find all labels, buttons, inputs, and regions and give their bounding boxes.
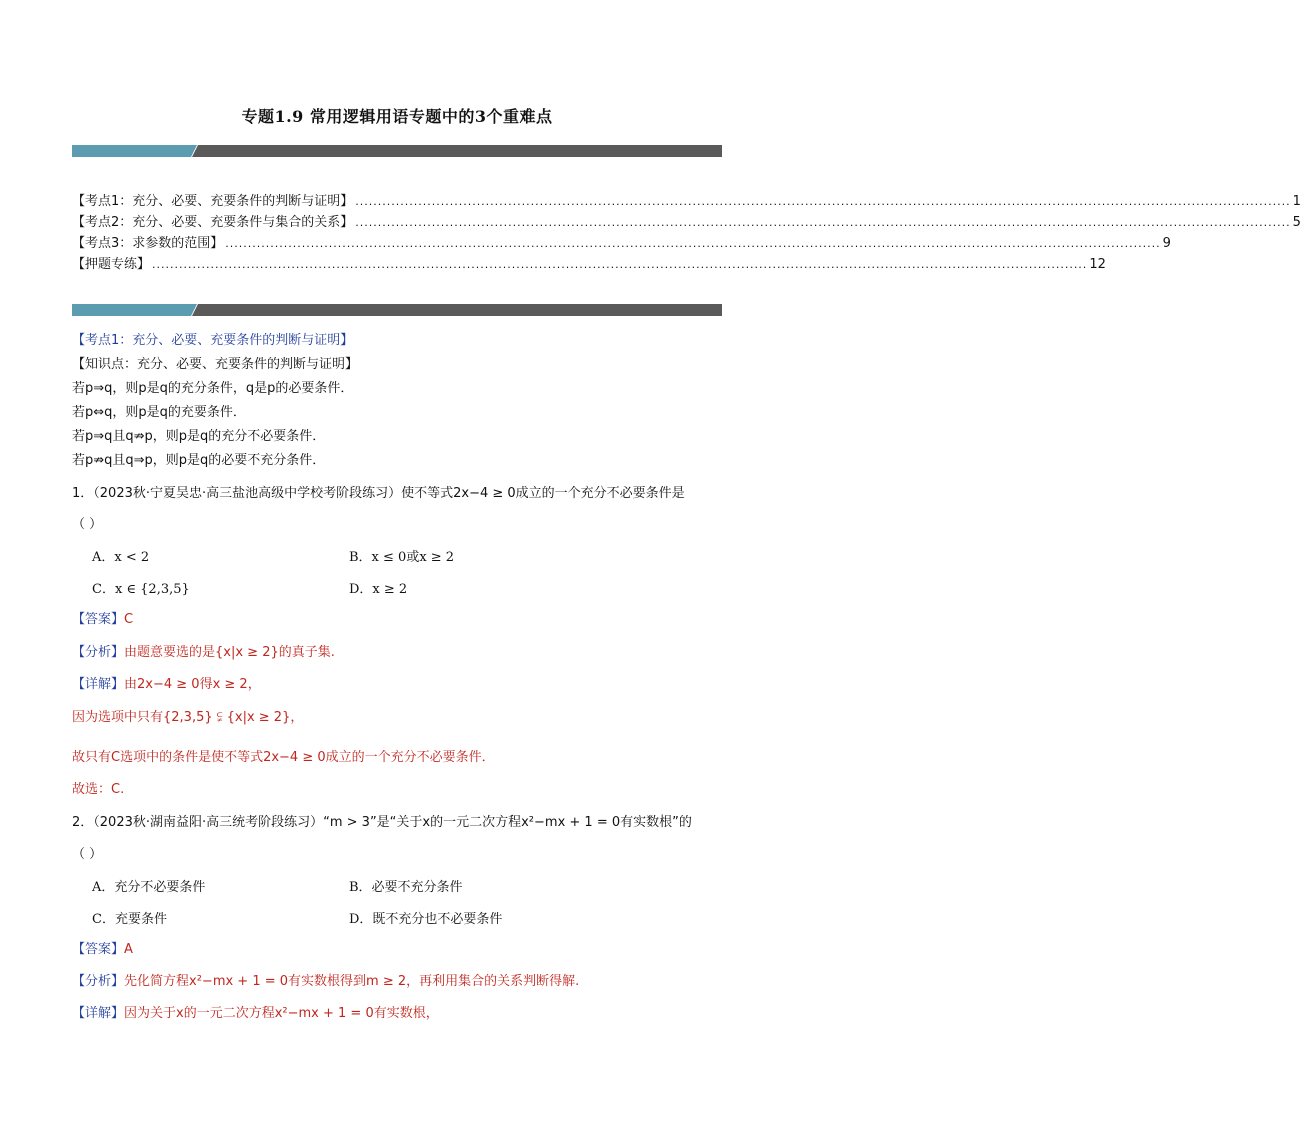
answer-tag: 【答案】 [72, 942, 125, 957]
analysis-tag: 【分析】 [72, 645, 125, 660]
toc-label: 【考点1：充分、必要、充要条件的判断与证明】 [72, 194, 354, 209]
page-title: 专题1.9 常用逻辑用语专题中的3个重难点 [241, 107, 553, 126]
option-b: B．x ≤ 0或x ≥ 2 [349, 550, 455, 565]
answer-line [72, 938, 724, 962]
detail-line: 故只有C选项中的条件是使不等式2x−4 ≥ 0成立的一个充分不必要条件． [72, 750, 495, 765]
question-1-paren: （ ） [72, 517, 103, 532]
option-a: A．充分不必要条件 [92, 880, 206, 895]
knowledge-heading: 【知识点：充分、必要、充要条件的判断与证明】 [72, 357, 359, 372]
section1 [72, 329, 724, 473]
detail-tag: 【详解】 [72, 1006, 125, 1021]
option-d: D．x ≥ 2 [349, 582, 408, 597]
option-d: D．既不充分也不必要条件 [349, 912, 503, 927]
table-of-contents [72, 190, 1301, 274]
rule-line: 若p⇔q，则p是q的充要条件． [72, 405, 246, 420]
toc-page: 1 [1292, 194, 1301, 209]
analysis-line [72, 970, 724, 994]
detail-tag: 【详解】 [72, 677, 125, 692]
section-divider-bar [72, 304, 722, 316]
option-c: C．x ∈ {2,3,5} [92, 582, 190, 597]
toc-entry[interactable] [72, 253, 1106, 274]
toc-page: 9 [1162, 236, 1171, 251]
rule-line: 若p⇒q，则p是q的充分条件，q是p的必要条件． [72, 381, 354, 396]
toc-dots: ................................................................................................................................................................................................................ [355, 195, 1291, 208]
toc-dots: ................................................................................................................................................................................................................ [355, 216, 1291, 229]
answer-value: C [124, 612, 134, 627]
option-c: C．充要条件 [92, 912, 167, 927]
option-a: A．x < 2 [92, 550, 150, 565]
toc-entry[interactable] [72, 190, 1301, 211]
section-heading: 【考点1：充分、必要、充要条件的判断与证明】 [72, 333, 354, 348]
answer-line [72, 608, 724, 632]
toc-page: 12 [1089, 257, 1106, 272]
analysis-text: 先化简方程x²−mx + 1 = 0有实数根得到m ≥ 2，再利用集合的关系判断得解. [124, 974, 580, 989]
toc-dots: ................................................................................................................................................................................................................ [225, 237, 1161, 250]
analysis-tag: 【分析】 [72, 974, 125, 989]
detail-text: 由2x−4 ≥ 0得x ≥ 2， [124, 677, 261, 692]
question-1-stem: 1．（2023秋·宁夏吴忠·高三盐池高级中学校考阶段练习）使不等式2x−4 ≥ 0成立的一个充分不必要条件是 [72, 486, 685, 501]
header-divider-bar [72, 145, 722, 157]
option-b: B．必要不充分条件 [349, 880, 463, 895]
rule-line: 若p⇏q且q⇒p，则p是q的必要不充分条件． [72, 453, 326, 468]
analysis-line [72, 641, 724, 665]
toc-dots: ................................................................................................................................................................................................................ [152, 258, 1088, 271]
answer-value: A [124, 942, 133, 957]
question-2-stem: 2．（2023秋·湖南益阳·高三统考阶段练习）“m > 3”是“关于x的一元二次方程x²−mx + 1 = 0有实数根”的 [72, 815, 692, 830]
toc-label: 【考点2：充分、必要、充要条件与集合的关系】 [72, 215, 354, 230]
toc-entry[interactable] [72, 232, 1171, 253]
rule-line: 若p⇒q且q⇏p，则p是q的充分不必要条件． [72, 429, 326, 444]
analysis-text: 由题意要选的是{x|x ≥ 2}的真子集. [124, 645, 335, 660]
detail-line [72, 1002, 724, 1026]
detail-line [72, 673, 724, 697]
detail-line: 故选：C. [72, 782, 125, 797]
toc-label: 【考点3：求参数的范围】 [72, 236, 224, 251]
toc-page: 5 [1292, 215, 1301, 230]
toc-entry[interactable] [72, 211, 1301, 232]
answer-tag: 【答案】 [72, 612, 125, 627]
question-2-paren: （ ） [72, 847, 103, 862]
detail-text: 因为关于x的一元二次方程x²−mx + 1 = 0有实数根， [124, 1006, 439, 1021]
toc-label: 【押题专练】 [72, 257, 151, 272]
detail-line: 因为选项中只有{2,3,5} ⫋ {x|x ≥ 2}， [72, 710, 304, 725]
